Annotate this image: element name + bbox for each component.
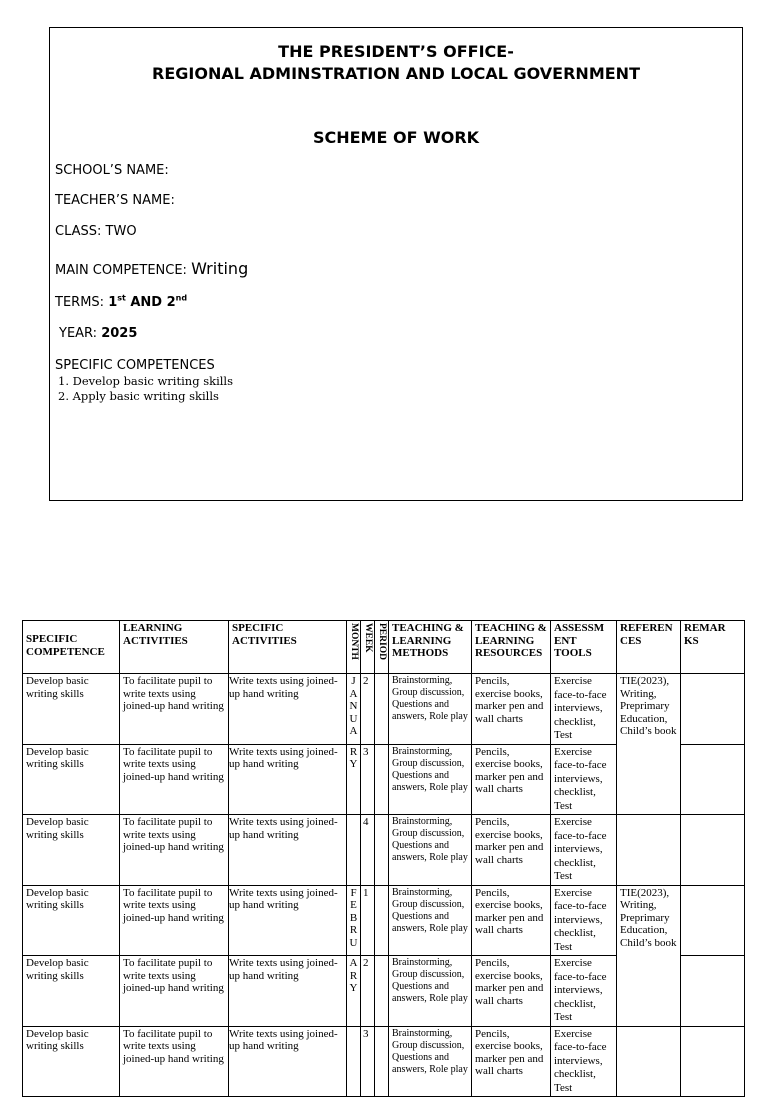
specific-competences-label: SPECIFIC COMPETENCES bbox=[55, 358, 215, 373]
header-specific-competence: SPECIFIC COMPETENCE bbox=[23, 621, 120, 674]
cell-competence: Develop basic writing skills bbox=[23, 956, 120, 1027]
cell-resources: Pencils, exercise books, marker pen and wall charts bbox=[472, 1026, 551, 1097]
cell-competence: Develop basic writing skills bbox=[23, 1026, 120, 1097]
month-letter: F bbox=[350, 886, 357, 899]
cell-remarks bbox=[681, 815, 745, 886]
month-letter: E bbox=[350, 899, 357, 911]
header-week bbox=[361, 621, 375, 674]
cell-period bbox=[375, 956, 389, 1027]
cell-specific: Write texts using joined-up hand writing bbox=[229, 674, 347, 745]
cell-remarks bbox=[681, 1026, 745, 1097]
table-row bbox=[23, 885, 745, 956]
terms-label: TERMS: bbox=[55, 295, 105, 310]
cell-learning: To facilitate pupil to write texts using joined-up hand writing bbox=[120, 956, 229, 1027]
cell-competence: Develop basic writing skills bbox=[23, 885, 120, 956]
month-letter: N bbox=[349, 700, 358, 712]
cell-methods: Brainstorming, Group discussion, Questions and answers, Role play bbox=[389, 674, 472, 745]
cell-learning: To facilitate pupil to write texts using joined-up hand writing bbox=[120, 885, 229, 956]
specific-competence-item: 2. Apply basic writing skills bbox=[58, 389, 219, 403]
table-row bbox=[23, 815, 745, 886]
header-month bbox=[347, 621, 361, 674]
specific-competence-item: 1. Develop basic writing skills bbox=[58, 374, 234, 388]
cell-methods: Brainstorming, Group discussion, Questions and answers, Role play bbox=[389, 744, 472, 815]
terms-first-sup: st bbox=[117, 293, 126, 303]
month-letter: J bbox=[351, 675, 356, 687]
cover-page bbox=[49, 27, 743, 501]
cell-resources: Pencils, exercise books, marker pen and wall charts bbox=[472, 815, 551, 886]
cell-learning: To facilitate pupil to write texts using joined-up hand writing bbox=[120, 674, 229, 745]
header-week-text: WEEK bbox=[362, 623, 373, 653]
cell-references bbox=[617, 815, 681, 886]
month-letter: B bbox=[349, 911, 358, 924]
cell-assessment: Exercise face-to-face interviews, checklist, Test bbox=[551, 885, 617, 956]
cell-competence: Develop basic writing skills bbox=[23, 815, 120, 886]
cell-methods: Brainstorming, Group discussion, Questions and answers, Role play bbox=[389, 956, 472, 1027]
header-references: REFEREN CES bbox=[617, 621, 681, 674]
cell-specific: Write texts using joined-up hand writing bbox=[229, 956, 347, 1027]
cell-methods: Brainstorming, Group discussion, Questions and answers, Role play bbox=[389, 815, 472, 886]
cell-assessment: Exercise face-to-face interviews, checklist, Test bbox=[551, 744, 617, 815]
cell-month bbox=[347, 744, 361, 815]
cell-period bbox=[375, 885, 389, 956]
month-letter: Y bbox=[349, 758, 358, 770]
cell-resources: Pencils, exercise books, marker pen and wall charts bbox=[472, 885, 551, 956]
cell-competence: Develop basic writing skills bbox=[23, 674, 120, 745]
cell-remarks bbox=[681, 956, 745, 1027]
cell-learning: To facilitate pupil to write texts using joined-up hand writing bbox=[120, 815, 229, 886]
cell-assessment: Exercise face-to-face interviews, checklist, Test bbox=[551, 674, 617, 745]
header-methods: TEACHING & LEARNING METHODS bbox=[389, 621, 472, 674]
specific-competences-list bbox=[58, 374, 233, 404]
cell-learning: To facilitate pupil to write texts using joined-up hand writing bbox=[120, 744, 229, 815]
month-letter: R bbox=[349, 745, 358, 758]
table-header-row bbox=[23, 621, 745, 674]
cell-assessment: Exercise face-to-face interviews, checklist, Test bbox=[551, 1026, 617, 1097]
cell-week: 4 bbox=[361, 815, 375, 886]
cell-references bbox=[617, 1026, 681, 1097]
cell-month bbox=[347, 885, 361, 956]
cell-resources: Pencils, exercise books, marker pen and wall charts bbox=[472, 744, 551, 815]
cell-remarks bbox=[681, 885, 745, 956]
cell-competence: Develop basic writing skills bbox=[23, 744, 120, 815]
terms-second-sup: nd bbox=[175, 293, 188, 303]
cell-week: 3 bbox=[361, 1026, 375, 1097]
month-letter: Y bbox=[349, 982, 358, 994]
school-name-label: SCHOOL’S NAME: bbox=[55, 163, 169, 178]
cell-period bbox=[375, 1026, 389, 1097]
header-period-text: PERIOD bbox=[376, 623, 387, 660]
main-competence-value: Writing bbox=[191, 259, 249, 278]
cell-month bbox=[347, 674, 361, 745]
cell-remarks bbox=[681, 744, 745, 815]
cell-month bbox=[347, 1026, 361, 1097]
month-letter: U bbox=[349, 936, 358, 949]
cell-methods: Brainstorming, Group discussion, Questions and answers, Role play bbox=[389, 1026, 472, 1097]
teacher-name-label: TEACHER’S NAME: bbox=[55, 193, 175, 208]
header-period bbox=[375, 621, 389, 674]
terms-and: AND 2 bbox=[130, 295, 176, 310]
cell-specific: Write texts using joined-up hand writing bbox=[229, 885, 347, 956]
cell-week: 2 bbox=[361, 674, 375, 745]
cell-methods: Brainstorming, Group discussion, Questions and answers, Role play bbox=[389, 885, 472, 956]
document-title: SCHEME OF WORK bbox=[312, 128, 480, 147]
month-letter: R bbox=[349, 924, 358, 936]
cell-references: TIE(2023), Writing, Preprimary Education, Child’s book bbox=[617, 674, 681, 815]
scheme-table bbox=[22, 620, 745, 1097]
month-letter: R bbox=[349, 969, 358, 982]
cell-month bbox=[347, 815, 361, 886]
year-label: YEAR: bbox=[59, 326, 98, 341]
cell-specific: Write texts using joined-up hand writing bbox=[229, 1026, 347, 1097]
cell-assessment: Exercise face-to-face interviews, checklist, Test bbox=[551, 815, 617, 886]
cell-month bbox=[347, 956, 361, 1027]
cell-remarks bbox=[681, 674, 745, 745]
table-row bbox=[23, 1026, 745, 1097]
header-learning-activities: LEARNING ACTIVITIES bbox=[120, 621, 229, 674]
class-label: CLASS: TWO bbox=[55, 224, 137, 239]
cell-resources: Pencils, exercise books, marker pen and wall charts bbox=[472, 956, 551, 1027]
header-remarks: REMAR KS bbox=[681, 621, 745, 674]
cell-assessment: Exercise face-to-face interviews, checklist, Test bbox=[551, 956, 617, 1027]
year-value: 2025 bbox=[101, 326, 138, 341]
cell-resources: Pencils, exercise books, marker pen and wall charts bbox=[472, 674, 551, 745]
cell-specific: Write texts using joined-up hand writing bbox=[229, 815, 347, 886]
cell-period bbox=[375, 815, 389, 886]
month-letter: A bbox=[349, 957, 358, 969]
cell-week: 3 bbox=[361, 744, 375, 815]
office-subtitle: REGIONAL ADMINSTRATION AND LOCAL GOVERNMENT bbox=[152, 64, 640, 83]
header-resources: TEACHING & LEARNING RESOURCES bbox=[472, 621, 551, 674]
cell-period bbox=[375, 744, 389, 815]
table-row bbox=[23, 674, 745, 745]
header-month-text: MONTH bbox=[348, 623, 359, 660]
cell-week: 1 bbox=[361, 885, 375, 956]
office-title: THE PRESIDENT’S OFFICE- bbox=[278, 42, 514, 61]
month-letter: A bbox=[349, 687, 358, 700]
month-letter: A bbox=[349, 725, 358, 737]
main-competence-label: MAIN COMPETENCE: bbox=[55, 263, 187, 278]
cell-references: TIE(2023), Writing, Preprimary Education, Child’s book bbox=[617, 885, 681, 1026]
terms-first: 1 bbox=[108, 295, 118, 310]
cell-learning: To facilitate pupil to write texts using joined-up hand writing bbox=[120, 1026, 229, 1097]
month-letter: U bbox=[349, 712, 358, 725]
cell-period bbox=[375, 674, 389, 745]
cell-week: 2 bbox=[361, 956, 375, 1027]
header-specific-activities: SPECIFIC ACTIVITIES bbox=[229, 621, 347, 674]
main-competence bbox=[55, 259, 248, 278]
terms-line bbox=[55, 295, 187, 310]
header-assessment-tools: ASSESSM ENT TOOLS bbox=[551, 621, 617, 674]
cell-specific: Write texts using joined-up hand writing bbox=[229, 744, 347, 815]
year-line bbox=[59, 326, 137, 341]
